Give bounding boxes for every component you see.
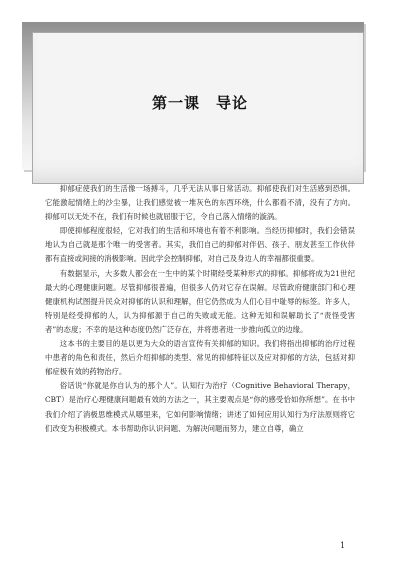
body-text bbox=[45, 182, 355, 436]
chapter-title: 第一课 导论 bbox=[151, 94, 248, 112]
page-number: 1 bbox=[340, 541, 346, 550]
paragraph: 俗话说“你就是你自认为的那个人”。认知行为治疗（Cognitive Behavioral Therapy，CBT）是治疗心理健康问题最有效的方法之一，其主要观点是“你的感受恰如你所想”。在书中我们介绍了消极思维模式从哪里来，它如何影响情绪；讲述了如何应用认知行为疗法原则将它们改变为积极模式。本书帮助你认识问题、为解决问题而努力，建立自尊，确立 bbox=[45, 381, 355, 433]
paragraph: 即使抑郁程度很轻，它对我们的生活和环境也有着不利影响。当经历抑郁时，我们会错误地认为自己就是那个唯一的受害者。其实，我们自己的抑郁对伴侣、孩子、朋友甚至工作伙伴都有直接或间接的消极影响。因此学会控制抑郁，对自己及身边人的幸福都很重要。 bbox=[45, 226, 355, 264]
paragraph: 有数据显示，大多数人都会在一生中的某个时期经受某种形式的抑郁。抑郁将成为21世纪最大的心理健康问题。尽管抑郁很普遍，但很多人仍对它存在误解。尽管政府健康部门和心理健康机构试图提升民众对抑郁的认识和理解，但它仍然成为人们心目中耻辱的标签。许多人，特别是经受抑郁的人，认为抑郁源于自己的失败或无能。这种无知和误解助长了“责怪受害者”的态度；不幸的是这种态度仍然广泛存在，并将患者进一步推向孤立的边缘。 bbox=[45, 268, 355, 334]
paragraph: 这本书的主要目的是以更为大众的语言宣传有关抑郁的知识。我们将指出抑郁的治疗过程中患者的角色和责任，然后介绍抑郁的类型、常见的抑郁特征以及应对抑郁的方法，包括对抑郁症极有效的药物治疗。 bbox=[45, 339, 355, 377]
paragraph: 抑郁症使我们的生活像一场搏斗，几乎无法从事日常活动。抑郁使我们对生活感到恐惧。它能激起情绪上的沙尘暴，让我们感觉被一堆灰色的东西环绕，什么都看不清，没有了方向。抑郁可以无处不在，我们有时候也就屈服于它，令自己落入情绪的漩涡。 bbox=[45, 184, 355, 222]
